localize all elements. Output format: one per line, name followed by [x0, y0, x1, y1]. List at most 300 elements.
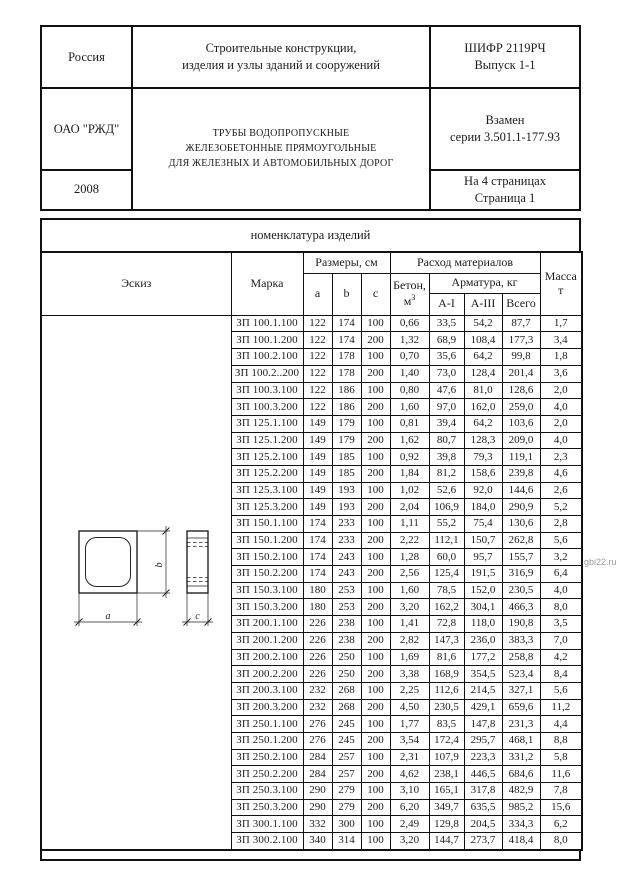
cell-mass: 11,2: [540, 699, 582, 716]
cell-dim-b: 243: [332, 549, 361, 566]
cell-dim-a: 180: [303, 582, 332, 599]
cell-dim-a: 122: [303, 399, 332, 416]
cell-rebar-total: 119,1: [502, 449, 540, 466]
cell-dim-c: 100: [361, 649, 390, 666]
cell-dim-c: 100: [361, 315, 390, 332]
cell-mass: 2,6: [540, 482, 582, 499]
cell-rebar-a1: 97,0: [429, 399, 464, 416]
cell-dim-b: 245: [332, 716, 361, 733]
cell-rebar-a1: 81,6: [429, 649, 464, 666]
cell-rebar-total: 985,2: [502, 799, 540, 816]
cell-rebar-total: 130,6: [502, 516, 540, 533]
cell-dim-b: 243: [332, 566, 361, 583]
cell-dim-a: 122: [303, 332, 332, 349]
cell-dim-c: 200: [361, 532, 390, 549]
cell-dim-c: 100: [361, 783, 390, 800]
cell-rebar-a1: 238,1: [429, 766, 464, 783]
cell-mark: ЗП 200.3.200: [231, 699, 303, 716]
cell-dim-a: 340: [303, 833, 332, 850]
cell-rebar-a3: 223,3: [464, 749, 502, 766]
cell-mark: ЗП 150.1.200: [231, 532, 303, 549]
cell-dim-b: 174: [332, 315, 361, 332]
cell-dim-c: 100: [361, 749, 390, 766]
concrete-header-line1: Бетон,: [393, 278, 426, 293]
cell-mark: ЗП 125.1.100: [231, 415, 303, 432]
cell-mass: 8,0: [540, 833, 582, 850]
cell-dim-a: 226: [303, 632, 332, 649]
cell-concrete: 0,92: [390, 449, 429, 466]
cell-rebar-a3: 64,2: [464, 349, 502, 366]
cell-dim-b: 253: [332, 599, 361, 616]
cell-mark: ЗП 300.2.100: [231, 833, 303, 850]
cell-rebar-a1: 125,4: [429, 566, 464, 583]
cell-rebar-a1: 165,1: [429, 783, 464, 800]
cell-mass: 5,8: [540, 749, 582, 766]
cell-rebar-total: 230,5: [502, 582, 540, 599]
pages-cell: [430, 170, 580, 210]
cell-rebar-a3: 236,0: [464, 632, 502, 649]
cell-rebar-total: 316,9: [502, 566, 540, 583]
section-title-bar: [40, 218, 581, 253]
cell-dim-a: 149: [303, 482, 332, 499]
cell-rebar-total: 201,4: [502, 365, 540, 382]
cell-rebar-a3: 128,4: [464, 365, 502, 382]
cell-mark: ЗП 100.2..200: [231, 365, 303, 382]
product-title-cell: [132, 88, 430, 210]
cell-mass: 1,8: [540, 349, 582, 366]
cell-rebar-a3: 635,5: [464, 799, 502, 816]
cell-rebar-total: 87,7: [502, 315, 540, 332]
col-header-materials: Расход материалов: [390, 252, 540, 274]
cell-dim-a: 226: [303, 616, 332, 633]
cell-mass: 8,4: [540, 666, 582, 683]
cell-dim-b: 257: [332, 749, 361, 766]
cell-dim-c: 100: [361, 349, 390, 366]
cell-mass: 5,6: [540, 682, 582, 699]
cell-concrete: 3,38: [390, 666, 429, 683]
cell-rebar-a1: 68,9: [429, 332, 464, 349]
cell-concrete: 2,04: [390, 499, 429, 516]
cell-dim-c: 100: [361, 816, 390, 833]
cell-concrete: 2,31: [390, 749, 429, 766]
cell-rebar-total: 128,6: [502, 382, 540, 399]
cell-dim-b: 257: [332, 766, 361, 783]
cell-dim-c: 200: [361, 766, 390, 783]
cell-rebar-a1: 112,6: [429, 682, 464, 699]
cell-dim-a: 149: [303, 432, 332, 449]
cell-dim-c: 200: [361, 399, 390, 416]
sketch-side-view: [187, 531, 208, 593]
cell-rebar-a1: 47,6: [429, 382, 464, 399]
col-header-concrete: [390, 273, 429, 315]
cell-mass: 7,0: [540, 632, 582, 649]
product-title-line2: ЖЕЛЕЗОБЕТОННЫЕ ПРЯМОУГОЛЬНЫЕ: [185, 143, 377, 155]
cell-mark: ЗП 200.1.100: [231, 616, 303, 633]
cell-dim-c: 200: [361, 632, 390, 649]
cell-rebar-a3: 191,5: [464, 566, 502, 583]
cell-dim-c: 200: [361, 599, 390, 616]
cell-concrete: 1,02: [390, 482, 429, 499]
cell-dim-a: 174: [303, 516, 332, 533]
cell-mass: 2,8: [540, 516, 582, 533]
cell-rebar-a1: 80,7: [429, 432, 464, 449]
cell-dim-b: 185: [332, 465, 361, 482]
cell-rebar-a3: 128,3: [464, 432, 502, 449]
cell-dim-b: 300: [332, 816, 361, 833]
cell-rebar-a3: 446,5: [464, 766, 502, 783]
cell-concrete: 1,41: [390, 616, 429, 633]
cell-dim-a: 232: [303, 699, 332, 716]
cell-rebar-a1: 52,6: [429, 482, 464, 499]
cell-dim-c: 200: [361, 566, 390, 583]
cell-dim-a: 149: [303, 449, 332, 466]
cell-dim-b: 193: [332, 499, 361, 516]
cell-rebar-a3: 273,7: [464, 833, 502, 850]
cell-concrete: 4,50: [390, 699, 429, 716]
cell-mark: ЗП 100.3.100: [231, 382, 303, 399]
cell-rebar-a1: 106,9: [429, 499, 464, 516]
cipher-cell: [430, 26, 580, 88]
cell-dim-c: 200: [361, 332, 390, 349]
category-line2: изделия и узлы зданий и сооружений: [182, 58, 380, 72]
cell-mark: ЗП 250.1.200: [231, 732, 303, 749]
cell-mass: 8,8: [540, 732, 582, 749]
cell-rebar-total: 262,8: [502, 532, 540, 549]
cell-mark: ЗП 250.2.100: [231, 749, 303, 766]
col-header-dim-c: c: [361, 273, 390, 315]
concrete-header-unit: $м^3$: [403, 293, 416, 309]
cell-concrete: 1,28: [390, 549, 429, 566]
mass-header-line2: т: [558, 282, 564, 297]
cell-concrete: 3,54: [390, 732, 429, 749]
cell-mass: 3,5: [540, 616, 582, 633]
cell-dim-c: 200: [361, 365, 390, 382]
cell-dim-a: 290: [303, 799, 332, 816]
cell-mark: ЗП 200.1.200: [231, 632, 303, 649]
cell-dim-c: 200: [361, 432, 390, 449]
cell-dim-c: 100: [361, 616, 390, 633]
watermark: gbi22.ru: [584, 557, 617, 567]
cipher-code: ШИФР 2119РЧ: [464, 41, 546, 56]
cell-concrete: 3,10: [390, 783, 429, 800]
cell-concrete: 0,81: [390, 415, 429, 432]
cell-rebar-total: 144,6: [502, 482, 540, 499]
cell-dim-b: 238: [332, 632, 361, 649]
cell-rebar-a3: 214,5: [464, 682, 502, 699]
cell-dim-c: 100: [361, 682, 390, 699]
cell-mass: 4,2: [540, 649, 582, 666]
cell-dim-c: 200: [361, 499, 390, 516]
product-title-line3: ДЛЯ ЖЕЛЕЗНЫХ И АВТОМОБИЛЬНЫХ ДОРОГ: [168, 158, 394, 170]
cell-mark: ЗП 100.1.200: [231, 332, 303, 349]
cell-rebar-total: 103,6: [502, 415, 540, 432]
cell-rebar-a1: 168,9: [429, 666, 464, 683]
cell-concrete: 4,62: [390, 766, 429, 783]
cell-concrete: 6,20: [390, 799, 429, 816]
cell-mass: 4,0: [540, 399, 582, 416]
sketch-dim-label-b: b: [153, 562, 165, 568]
cell-rebar-a1: 172,4: [429, 732, 464, 749]
cell-dim-a: 232: [303, 682, 332, 699]
cell-rebar-total: 231,3: [502, 716, 540, 733]
cell-dim-c: 200: [361, 732, 390, 749]
cell-concrete: 1,69: [390, 649, 429, 666]
cell-dim-b: 268: [332, 682, 361, 699]
title-block: [40, 25, 581, 211]
col-header-rebar-total: Всего: [502, 293, 540, 315]
sketch-dim-label-c: c: [195, 610, 200, 622]
cell-rebar-a3: 81,0: [464, 382, 502, 399]
cell-rebar-a3: 162,0: [464, 399, 502, 416]
cell-rebar-a3: 317,8: [464, 783, 502, 800]
col-header-dim-a: a: [303, 273, 332, 315]
cell-dim-c: 100: [361, 482, 390, 499]
cell-mass: 3,4: [540, 332, 582, 349]
replaces-line1: Взамен: [485, 113, 525, 128]
cell-mark: ЗП 300.1.100: [231, 816, 303, 833]
cell-rebar-a3: 158,6: [464, 465, 502, 482]
cell-rebar-total: 684,6: [502, 766, 540, 783]
cell-mass: 1,7: [540, 315, 582, 332]
cell-rebar-a1: 33,5: [429, 315, 464, 332]
cell-dim-a: 122: [303, 315, 332, 332]
footer-strip: [40, 849, 581, 861]
mass-header-line1: Масса: [544, 268, 577, 283]
cell-dim-a: 149: [303, 499, 332, 516]
cell-rebar-a3: 150,7: [464, 532, 502, 549]
cell-rebar-total: 523,4: [502, 666, 540, 683]
cell-mark: ЗП 200.2.200: [231, 666, 303, 683]
cell-rebar-a3: 184,0: [464, 499, 502, 516]
cell-rebar-a3: 79,3: [464, 449, 502, 466]
cell-rebar-a3: 64,2: [464, 415, 502, 432]
cell-dim-a: 149: [303, 465, 332, 482]
cell-dim-c: 200: [361, 799, 390, 816]
cell-dim-a: 290: [303, 783, 332, 800]
cell-concrete: 2,22: [390, 532, 429, 549]
cell-dim-a: 174: [303, 532, 332, 549]
cell-rebar-a1: 129,8: [429, 816, 464, 833]
cell-dim-b: 238: [332, 616, 361, 633]
cell-mark: ЗП 100.3.200: [231, 399, 303, 416]
cell-rebar-total: 383,3: [502, 632, 540, 649]
cell-mass: 4,4: [540, 716, 582, 733]
col-header-dim-b: b: [332, 273, 361, 315]
cell-dim-a: 276: [303, 732, 332, 749]
pages-line2: Страница 1: [474, 190, 536, 205]
cell-mass: 7,8: [540, 783, 582, 800]
cell-mass: 6,4: [540, 566, 582, 583]
cell-mass: 5,6: [540, 532, 582, 549]
cell-rebar-a3: 295,7: [464, 732, 502, 749]
cell-rebar-total: 239,8: [502, 465, 540, 482]
cell-rebar-total: 327,1: [502, 682, 540, 699]
cell-rebar-a3: 147,8: [464, 716, 502, 733]
cell-mark: ЗП 150.1.100: [231, 516, 303, 533]
cell-rebar-a1: 144,7: [429, 833, 464, 850]
cell-concrete: 2,56: [390, 566, 429, 583]
cell-concrete: 2,82: [390, 632, 429, 649]
cell-concrete: 1,11: [390, 516, 429, 533]
cell-rebar-total: 418,4: [502, 833, 540, 850]
cell-rebar-total: 466,3: [502, 599, 540, 616]
cell-concrete: 1,32: [390, 332, 429, 349]
cell-mass: 2,0: [540, 382, 582, 399]
cell-concrete: 2,25: [390, 682, 429, 699]
cell-rebar-a1: 107,9: [429, 749, 464, 766]
sketch-dim-label-a: a: [105, 610, 111, 622]
cell-rebar-total: 334,3: [502, 816, 540, 833]
document-content: [40, 25, 581, 861]
cell-rebar-total: 258,8: [502, 649, 540, 666]
section-title: номенклатура изделий: [250, 227, 371, 242]
cell-mark: ЗП 150.3.200: [231, 599, 303, 616]
cell-rebar-a1: 39,4: [429, 415, 464, 432]
cell-dim-a: 284: [303, 766, 332, 783]
cell-mark: ЗП 125.3.100: [231, 482, 303, 499]
cell-dim-b: 185: [332, 449, 361, 466]
cell-dim-b: 178: [332, 349, 361, 366]
cell-dim-b: 233: [332, 516, 361, 533]
year-cell: 2008: [41, 170, 132, 210]
cell-dim-b: 186: [332, 382, 361, 399]
cell-rebar-a3: 152,0: [464, 582, 502, 599]
cell-concrete: 1,77: [390, 716, 429, 733]
cell-mark: ЗП 150.2.200: [231, 566, 303, 583]
cell-mass: 3,2: [540, 549, 582, 566]
cell-rebar-a1: 112,1: [429, 532, 464, 549]
cell-rebar-a1: 72,8: [429, 616, 464, 633]
cell-concrete: 0,70: [390, 349, 429, 366]
cell-dim-b: 186: [332, 399, 361, 416]
cell-rebar-a1: 39,8: [429, 449, 464, 466]
cell-dim-b: 179: [332, 415, 361, 432]
cell-rebar-total: 209,0: [502, 432, 540, 449]
cell-rebar-total: 331,2: [502, 749, 540, 766]
col-header-rebar-a1: A-I: [429, 293, 464, 315]
cell-rebar-a1: 147,3: [429, 632, 464, 649]
cell-dim-b: 250: [332, 649, 361, 666]
cell-dim-c: 100: [361, 516, 390, 533]
cell-mark: ЗП 125.3.200: [231, 499, 303, 516]
cell-concrete: 0,80: [390, 382, 429, 399]
cell-mark: ЗП 100.2.100: [231, 349, 303, 366]
cell-concrete: 1,40: [390, 365, 429, 382]
replaces-line2: серии 3.501.1-177.93: [449, 130, 561, 144]
cell-dim-a: 276: [303, 716, 332, 733]
category-line1: Строительные конструкции,: [205, 41, 357, 56]
cell-rebar-a3: 177,2: [464, 649, 502, 666]
cell-rebar-a3: 118,0: [464, 616, 502, 633]
category-cell: [132, 26, 430, 88]
cell-rebar-a1: 73,0: [429, 365, 464, 382]
nomenclature-table: [40, 251, 583, 851]
cell-rebar-a1: 83,5: [429, 716, 464, 733]
cell-rebar-a3: 204,5: [464, 816, 502, 833]
cell-mark: ЗП 250.1.100: [231, 716, 303, 733]
cell-mark: ЗП 150.3.100: [231, 582, 303, 599]
cell-dim-b: 179: [332, 432, 361, 449]
cell-mass: 4,6: [540, 465, 582, 482]
cell-mark: ЗП 125.2.100: [231, 449, 303, 466]
cell-concrete: 1,60: [390, 399, 429, 416]
cell-dim-b: 245: [332, 732, 361, 749]
cell-dim-a: 122: [303, 382, 332, 399]
cell-rebar-a3: 429,1: [464, 699, 502, 716]
cell-mass: 15,6: [540, 799, 582, 816]
cell-mark: ЗП 200.2.100: [231, 649, 303, 666]
cell-dim-a: 174: [303, 566, 332, 583]
cell-concrete: 3,20: [390, 833, 429, 850]
cell-rebar-a1: 78,5: [429, 582, 464, 599]
cell-mass: 2,3: [540, 449, 582, 466]
issue-number: Выпуск 1-1: [474, 58, 536, 72]
cell-rebar-total: 259,0: [502, 399, 540, 416]
cell-dim-a: 122: [303, 365, 332, 382]
cell-mass: 5,2: [540, 499, 582, 516]
cell-mass: 3,6: [540, 365, 582, 382]
sketch-cell: [41, 315, 231, 850]
cell-mark: ЗП 250.2.200: [231, 766, 303, 783]
cell-rebar-a1: 230,5: [429, 699, 464, 716]
cell-rebar-a1: 162,2: [429, 599, 464, 616]
cell-concrete: 1,62: [390, 432, 429, 449]
cell-dim-b: 193: [332, 482, 361, 499]
cell-dim-c: 200: [361, 699, 390, 716]
pages-line1: На 4 страницах: [464, 174, 546, 188]
cell-mass: 4,0: [540, 432, 582, 449]
cell-dim-c: 100: [361, 449, 390, 466]
cell-dim-c: 100: [361, 833, 390, 850]
cell-mark: ЗП 250.3.100: [231, 783, 303, 800]
cell-dim-b: 279: [332, 799, 361, 816]
cell-dim-a: 122: [303, 349, 332, 366]
cell-mark: ЗП 125.2.200: [231, 465, 303, 482]
cell-dim-b: 233: [332, 532, 361, 549]
col-header-rebar: Арматура, кг: [429, 273, 540, 293]
cell-dim-a: 174: [303, 549, 332, 566]
col-header-mass: [540, 252, 582, 316]
cell-dim-b: 178: [332, 365, 361, 382]
cell-dim-c: 100: [361, 549, 390, 566]
cell-dim-c: 100: [361, 382, 390, 399]
cell-mass: 8,0: [540, 599, 582, 616]
cell-dim-a: 332: [303, 816, 332, 833]
cell-dim-a: 226: [303, 649, 332, 666]
cell-rebar-a1: 35,6: [429, 349, 464, 366]
cell-rebar-a1: 60,0: [429, 549, 464, 566]
cell-mass: 2,0: [540, 415, 582, 432]
cell-concrete: 0,66: [390, 315, 429, 332]
cell-rebar-total: 190,8: [502, 616, 540, 633]
cell-rebar-a3: 54,2: [464, 315, 502, 332]
cell-dim-b: 279: [332, 783, 361, 800]
cell-rebar-total: 99,8: [502, 349, 540, 366]
col-header-rebar-a3: A-III: [464, 293, 502, 315]
cell-mark: ЗП 100.1.100: [231, 315, 303, 332]
cell-dim-a: 149: [303, 415, 332, 432]
replaces-cell: [430, 88, 580, 170]
cell-dim-c: 100: [361, 415, 390, 432]
cell-rebar-a1: 55,2: [429, 516, 464, 533]
cell-dim-b: 268: [332, 699, 361, 716]
cell-mass: 4,0: [540, 582, 582, 599]
cell-dim-a: 180: [303, 599, 332, 616]
cell-rebar-a1: 349,7: [429, 799, 464, 816]
sketch-front-opening: [85, 537, 130, 586]
country-cell: Россия: [41, 26, 132, 88]
cell-dim-a: 284: [303, 749, 332, 766]
